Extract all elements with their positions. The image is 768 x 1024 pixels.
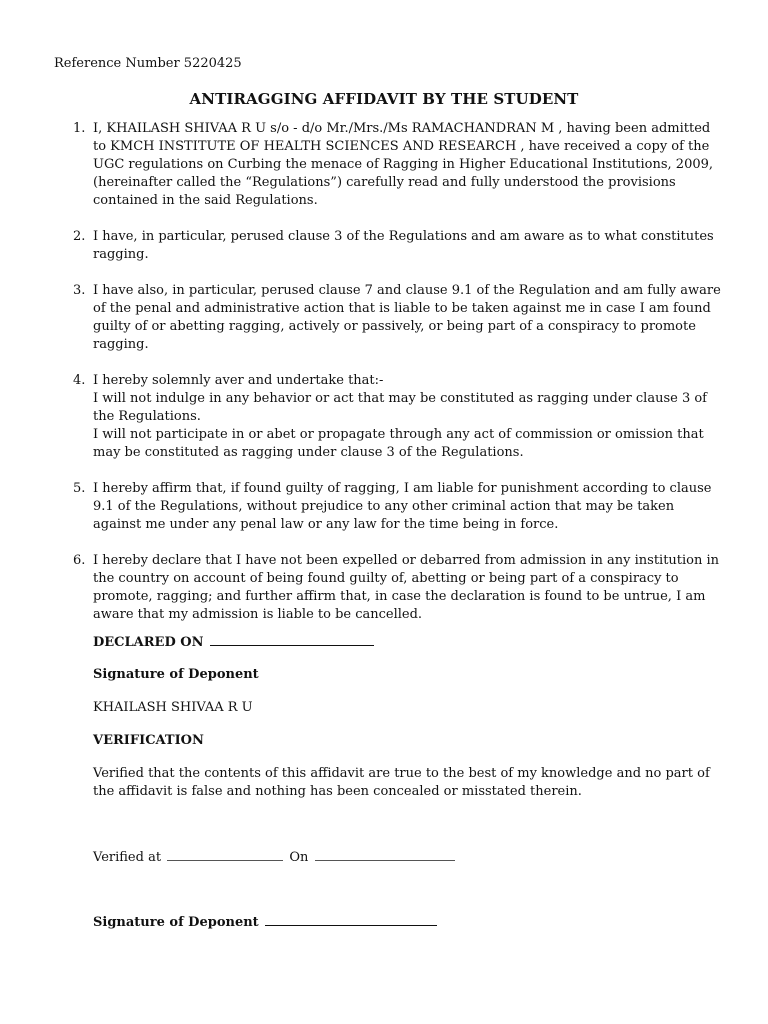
clause-item <box>73 480 763 534</box>
clause-line: I hereby solemnly aver and undertake that:- <box>93 373 384 388</box>
clause-number: 5. <box>73 481 86 496</box>
on-label: On <box>289 850 309 865</box>
reference-number: Reference Number 5220425 <box>54 56 242 71</box>
verified-on-date-blank[interactable] <box>315 848 455 861</box>
verified-at-row <box>93 848 455 867</box>
verified-at-label: Verified at <box>93 850 162 865</box>
clause-line: aware that my admission is liable to be cancelled. <box>93 607 423 622</box>
declared-on-row <box>93 633 374 652</box>
clause-line: ragging. <box>93 337 149 352</box>
clause-line: I will not indulge in any behavior or act that may be constituted as ragging under clause 3 of <box>93 391 707 406</box>
clause-line: promote, ragging; and further affirm that, in case the declaration is found to be untrue, I am <box>93 589 706 604</box>
verification-heading: VERIFICATION <box>93 733 204 748</box>
clause-line: I hereby declare that I have not been expelled or debarred from admission in any institution in <box>93 553 720 568</box>
clause-line: ragging. <box>93 247 149 262</box>
document-title: ANTIRAGGING AFFIDAVIT BY THE STUDENT <box>189 90 579 108</box>
final-signature-blank[interactable] <box>265 913 437 926</box>
verification-text <box>93 765 710 801</box>
clause-number: 4. <box>73 373 86 388</box>
clause-item <box>73 372 763 462</box>
declared-on-date-blank[interactable] <box>210 633 374 646</box>
clause-line: I, KHAILASH SHIVAA R U s/o - d/o Mr./Mrs./Ms RAMACHANDRAN M , having been admitted <box>93 121 711 136</box>
clause-line: I have, in particular, perused clause 3 of the Regulations and am aware as to what constitutes <box>93 229 714 244</box>
verified-at-place-blank[interactable] <box>167 848 283 861</box>
clause-number: 1. <box>73 121 86 136</box>
clause-number: 3. <box>73 283 86 298</box>
signature-label: Signature of Deponent <box>93 667 259 682</box>
clause-line: of the penal and administrative action that is liable to be taken against me in case I am found <box>93 301 711 316</box>
final-signature-row <box>93 913 437 932</box>
clause-line: (hereinafter called the “Regulations”) carefully read and fully understood the provisions <box>93 175 676 190</box>
clause-item <box>73 282 763 354</box>
clause-line: UGC regulations on Curbing the menace of Ragging in Higher Educational Institutions, 2009, <box>93 157 714 172</box>
verification-line: the affidavit is false and nothing has been concealed or misstated therein. <box>93 784 582 799</box>
clause-number: 6. <box>73 553 86 568</box>
affidavit-clauses <box>52 120 763 642</box>
clause-line: may be constituted as ragging under clause 3 of the Regulations. <box>93 445 524 460</box>
deponent-name: KHAILASH SHIVAA R U <box>93 700 253 715</box>
verification-line: Verified that the contents of this affidavit are true to the best of my knowledge and no part of <box>93 766 710 781</box>
clause-item <box>73 120 763 210</box>
clause-line: against me under any penal law or any law for the time being in force. <box>93 517 559 532</box>
clause-item <box>73 228 763 264</box>
clause-line: contained in the said Regulations. <box>93 193 318 208</box>
clause-line: the Regulations. <box>93 409 201 424</box>
clause-line: I hereby affirm that, if found guilty of ragging, I am liable for punishment according to clause <box>93 481 712 496</box>
clause-line: guilty of or abetting ragging, actively or passively, or being part of a conspiracy to promote <box>93 319 696 334</box>
declared-on-label: DECLARED ON <box>93 635 204 650</box>
clause-line: I will not participate in or abet or propagate through any act of commission or omission that <box>93 427 704 442</box>
clause-item <box>73 552 763 624</box>
clause-line: the country on account of being found guilty of, abetting or being part of a conspiracy to <box>93 571 679 586</box>
clause-line: I have also, in particular, perused clause 7 and clause 9.1 of the Regulation and am fully aware <box>93 283 721 298</box>
clause-line: to KMCH INSTITUTE OF HEALTH SCIENCES AND RESEARCH , have received a copy of the <box>93 139 710 154</box>
clause-number: 2. <box>73 229 86 244</box>
clause-line: 9.1 of the Regulations, without prejudice to any other criminal action that may be taken <box>93 499 675 514</box>
final-signature-label: Signature of Deponent <box>93 915 259 930</box>
